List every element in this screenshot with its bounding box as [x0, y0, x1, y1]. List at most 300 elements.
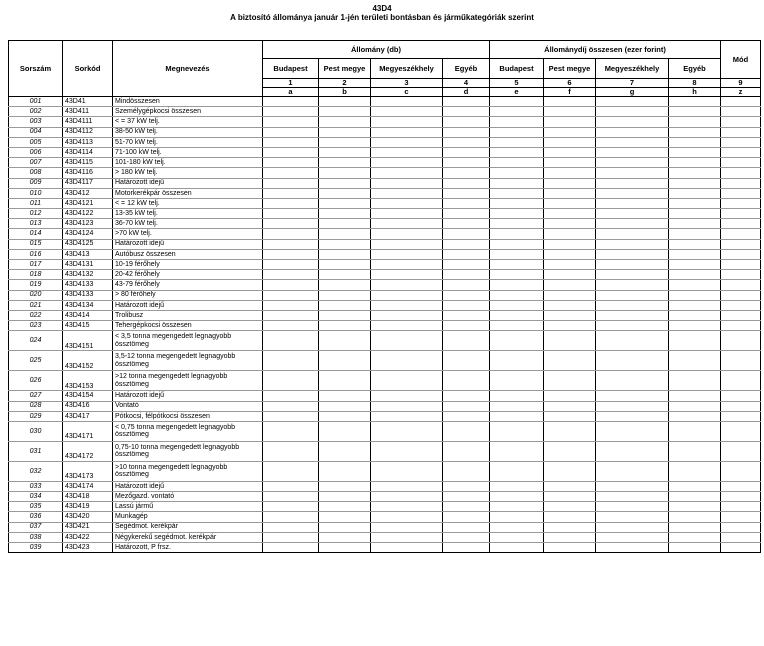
value-cell[interactable] [544, 331, 596, 351]
value-cell[interactable] [443, 441, 490, 461]
value-cell[interactable] [263, 188, 319, 198]
value-cell[interactable] [319, 137, 371, 147]
value-cell[interactable] [319, 198, 371, 208]
value-cell[interactable] [371, 310, 443, 320]
value-cell[interactable] [721, 178, 761, 188]
value-cell[interactable] [371, 280, 443, 290]
value-cell[interactable] [319, 107, 371, 117]
value-cell[interactable] [319, 532, 371, 542]
value-cell[interactable] [669, 331, 721, 351]
value-cell[interactable] [721, 260, 761, 270]
value-cell[interactable] [443, 543, 490, 553]
value-cell[interactable] [319, 461, 371, 481]
value-cell[interactable] [443, 522, 490, 532]
value-cell[interactable] [669, 371, 721, 391]
value-cell[interactable] [721, 411, 761, 421]
value-cell[interactable] [544, 502, 596, 512]
value-cell[interactable] [669, 97, 721, 107]
value-cell[interactable] [490, 300, 544, 310]
value-cell[interactable] [596, 249, 669, 259]
value-cell[interactable] [371, 158, 443, 168]
value-cell[interactable] [596, 178, 669, 188]
value-cell[interactable] [669, 137, 721, 147]
value-cell[interactable] [371, 260, 443, 270]
value-cell[interactable] [490, 512, 544, 522]
value-cell[interactable] [544, 280, 596, 290]
value-cell[interactable] [544, 178, 596, 188]
value-cell[interactable] [544, 351, 596, 371]
value-cell[interactable] [669, 512, 721, 522]
value-cell[interactable] [544, 371, 596, 391]
value-cell[interactable] [263, 351, 319, 371]
value-cell[interactable] [544, 270, 596, 280]
value-cell[interactable] [490, 188, 544, 198]
value-cell[interactable] [263, 461, 319, 481]
value-cell[interactable] [669, 481, 721, 491]
value-cell[interactable] [596, 441, 669, 461]
value-cell[interactable] [319, 401, 371, 411]
value-cell[interactable] [669, 107, 721, 117]
value-cell[interactable] [490, 502, 544, 512]
value-cell[interactable] [263, 249, 319, 259]
value-cell[interactable] [544, 391, 596, 401]
value-cell[interactable] [319, 421, 371, 441]
value-cell[interactable] [319, 290, 371, 300]
value-cell[interactable] [371, 188, 443, 198]
value-cell[interactable] [319, 219, 371, 229]
value-cell[interactable] [596, 127, 669, 137]
value-cell[interactable] [263, 300, 319, 310]
value-cell[interactable] [490, 391, 544, 401]
value-cell[interactable] [443, 371, 490, 391]
value-cell[interactable] [371, 249, 443, 259]
value-cell[interactable] [596, 331, 669, 351]
value-cell[interactable] [490, 290, 544, 300]
value-cell[interactable] [490, 168, 544, 178]
value-cell[interactable] [263, 107, 319, 117]
value-cell[interactable] [544, 147, 596, 157]
value-cell[interactable] [544, 168, 596, 178]
value-cell[interactable] [596, 260, 669, 270]
value-cell[interactable] [319, 512, 371, 522]
value-cell[interactable] [443, 411, 490, 421]
value-cell[interactable] [490, 127, 544, 137]
value-cell[interactable] [371, 127, 443, 137]
value-cell[interactable] [371, 270, 443, 280]
value-cell[interactable] [721, 371, 761, 391]
value-cell[interactable] [544, 117, 596, 127]
value-cell[interactable] [371, 147, 443, 157]
value-cell[interactable] [371, 300, 443, 310]
value-cell[interactable] [443, 391, 490, 401]
value-cell[interactable] [596, 117, 669, 127]
value-cell[interactable] [669, 441, 721, 461]
value-cell[interactable] [669, 321, 721, 331]
value-cell[interactable] [263, 421, 319, 441]
value-cell[interactable] [490, 158, 544, 168]
value-cell[interactable] [443, 310, 490, 320]
value-cell[interactable] [490, 239, 544, 249]
value-cell[interactable] [544, 300, 596, 310]
value-cell[interactable] [263, 168, 319, 178]
value-cell[interactable] [443, 198, 490, 208]
value-cell[interactable] [319, 229, 371, 239]
value-cell[interactable] [596, 512, 669, 522]
value-cell[interactable] [721, 270, 761, 280]
value-cell[interactable] [490, 441, 544, 461]
value-cell[interactable] [669, 502, 721, 512]
value-cell[interactable] [596, 461, 669, 481]
value-cell[interactable] [669, 411, 721, 421]
value-cell[interactable] [669, 188, 721, 198]
value-cell[interactable] [490, 198, 544, 208]
value-cell[interactable] [596, 97, 669, 107]
value-cell[interactable] [319, 411, 371, 421]
value-cell[interactable] [263, 260, 319, 270]
value-cell[interactable] [443, 209, 490, 219]
value-cell[interactable] [371, 107, 443, 117]
value-cell[interactable] [669, 178, 721, 188]
value-cell[interactable] [596, 270, 669, 280]
value-cell[interactable] [371, 411, 443, 421]
value-cell[interactable] [319, 522, 371, 532]
value-cell[interactable] [443, 512, 490, 522]
value-cell[interactable] [669, 543, 721, 553]
value-cell[interactable] [490, 178, 544, 188]
value-cell[interactable] [544, 481, 596, 491]
value-cell[interactable] [669, 209, 721, 219]
value-cell[interactable] [490, 209, 544, 219]
value-cell[interactable] [721, 543, 761, 553]
value-cell[interactable] [596, 502, 669, 512]
value-cell[interactable] [263, 290, 319, 300]
value-cell[interactable] [319, 300, 371, 310]
value-cell[interactable] [263, 97, 319, 107]
value-cell[interactable] [596, 198, 669, 208]
value-cell[interactable] [596, 532, 669, 542]
value-cell[interactable] [263, 492, 319, 502]
value-cell[interactable] [596, 219, 669, 229]
value-cell[interactable] [319, 280, 371, 290]
value-cell[interactable] [596, 421, 669, 441]
value-cell[interactable] [490, 280, 544, 290]
value-cell[interactable] [490, 117, 544, 127]
value-cell[interactable] [443, 351, 490, 371]
value-cell[interactable] [544, 239, 596, 249]
value-cell[interactable] [443, 270, 490, 280]
value-cell[interactable] [371, 371, 443, 391]
value-cell[interactable] [319, 321, 371, 331]
value-cell[interactable] [319, 371, 371, 391]
value-cell[interactable] [263, 512, 319, 522]
value-cell[interactable] [490, 270, 544, 280]
value-cell[interactable] [319, 331, 371, 351]
value-cell[interactable] [263, 441, 319, 461]
value-cell[interactable] [490, 310, 544, 320]
value-cell[interactable] [263, 391, 319, 401]
value-cell[interactable] [721, 280, 761, 290]
value-cell[interactable] [721, 321, 761, 331]
value-cell[interactable] [371, 239, 443, 249]
value-cell[interactable] [721, 209, 761, 219]
value-cell[interactable] [443, 492, 490, 502]
value-cell[interactable] [263, 147, 319, 157]
value-cell[interactable] [596, 209, 669, 219]
value-cell[interactable] [721, 502, 761, 512]
value-cell[interactable] [443, 219, 490, 229]
value-cell[interactable] [371, 117, 443, 127]
value-cell[interactable] [371, 532, 443, 542]
value-cell[interactable] [544, 290, 596, 300]
value-cell[interactable] [721, 391, 761, 401]
value-cell[interactable] [263, 321, 319, 331]
value-cell[interactable] [721, 239, 761, 249]
value-cell[interactable] [669, 351, 721, 371]
value-cell[interactable] [490, 371, 544, 391]
value-cell[interactable] [669, 158, 721, 168]
value-cell[interactable] [721, 522, 761, 532]
value-cell[interactable] [544, 107, 596, 117]
value-cell[interactable] [721, 310, 761, 320]
value-cell[interactable] [443, 280, 490, 290]
value-cell[interactable] [443, 300, 490, 310]
value-cell[interactable] [263, 117, 319, 127]
value-cell[interactable] [371, 229, 443, 239]
value-cell[interactable] [263, 481, 319, 491]
value-cell[interactable] [263, 522, 319, 532]
value-cell[interactable] [263, 178, 319, 188]
value-cell[interactable] [319, 188, 371, 198]
value-cell[interactable] [544, 522, 596, 532]
value-cell[interactable] [721, 168, 761, 178]
value-cell[interactable] [544, 219, 596, 229]
value-cell[interactable] [669, 461, 721, 481]
value-cell[interactable] [669, 492, 721, 502]
value-cell[interactable] [319, 502, 371, 512]
value-cell[interactable] [596, 401, 669, 411]
value-cell[interactable] [371, 321, 443, 331]
value-cell[interactable] [319, 209, 371, 219]
value-cell[interactable] [721, 492, 761, 502]
value-cell[interactable] [443, 502, 490, 512]
value-cell[interactable] [263, 219, 319, 229]
value-cell[interactable] [544, 411, 596, 421]
value-cell[interactable] [596, 280, 669, 290]
value-cell[interactable] [544, 260, 596, 270]
value-cell[interactable] [371, 522, 443, 532]
value-cell[interactable] [263, 137, 319, 147]
value-cell[interactable] [596, 168, 669, 178]
value-cell[interactable] [490, 147, 544, 157]
value-cell[interactable] [544, 512, 596, 522]
value-cell[interactable] [319, 168, 371, 178]
value-cell[interactable] [319, 310, 371, 320]
value-cell[interactable] [721, 351, 761, 371]
value-cell[interactable] [263, 411, 319, 421]
value-cell[interactable] [544, 441, 596, 461]
value-cell[interactable] [371, 137, 443, 147]
value-cell[interactable] [443, 421, 490, 441]
value-cell[interactable] [371, 290, 443, 300]
value-cell[interactable] [443, 188, 490, 198]
value-cell[interactable] [721, 401, 761, 411]
value-cell[interactable] [263, 371, 319, 391]
value-cell[interactable] [544, 97, 596, 107]
value-cell[interactable] [490, 219, 544, 229]
value-cell[interactable] [669, 290, 721, 300]
value-cell[interactable] [443, 532, 490, 542]
value-cell[interactable] [490, 331, 544, 351]
value-cell[interactable] [669, 532, 721, 542]
value-cell[interactable] [371, 461, 443, 481]
value-cell[interactable] [371, 401, 443, 411]
value-cell[interactable] [669, 421, 721, 441]
value-cell[interactable] [319, 260, 371, 270]
value-cell[interactable] [669, 239, 721, 249]
value-cell[interactable] [371, 421, 443, 441]
value-cell[interactable] [443, 127, 490, 137]
value-cell[interactable] [721, 127, 761, 137]
value-cell[interactable] [721, 249, 761, 259]
value-cell[interactable] [721, 97, 761, 107]
value-cell[interactable] [669, 147, 721, 157]
value-cell[interactable] [371, 168, 443, 178]
value-cell[interactable] [319, 441, 371, 461]
value-cell[interactable] [669, 401, 721, 411]
value-cell[interactable] [721, 421, 761, 441]
value-cell[interactable] [263, 229, 319, 239]
value-cell[interactable] [443, 239, 490, 249]
value-cell[interactable] [263, 331, 319, 351]
value-cell[interactable] [490, 421, 544, 441]
value-cell[interactable] [669, 270, 721, 280]
value-cell[interactable] [669, 249, 721, 259]
value-cell[interactable] [490, 522, 544, 532]
value-cell[interactable] [443, 260, 490, 270]
value-cell[interactable] [721, 290, 761, 300]
value-cell[interactable] [319, 158, 371, 168]
value-cell[interactable] [721, 137, 761, 147]
value-cell[interactable] [721, 198, 761, 208]
value-cell[interactable] [443, 249, 490, 259]
value-cell[interactable] [669, 219, 721, 229]
value-cell[interactable] [669, 391, 721, 401]
value-cell[interactable] [721, 300, 761, 310]
value-cell[interactable] [669, 310, 721, 320]
value-cell[interactable] [490, 461, 544, 481]
value-cell[interactable] [544, 461, 596, 481]
value-cell[interactable] [443, 229, 490, 239]
value-cell[interactable] [319, 178, 371, 188]
value-cell[interactable] [443, 147, 490, 157]
value-cell[interactable] [490, 401, 544, 411]
value-cell[interactable] [319, 117, 371, 127]
value-cell[interactable] [371, 502, 443, 512]
value-cell[interactable] [544, 543, 596, 553]
value-cell[interactable] [721, 532, 761, 542]
value-cell[interactable] [371, 512, 443, 522]
value-cell[interactable] [596, 137, 669, 147]
value-cell[interactable] [544, 198, 596, 208]
value-cell[interactable] [263, 280, 319, 290]
value-cell[interactable] [319, 249, 371, 259]
value-cell[interactable] [721, 117, 761, 127]
value-cell[interactable] [443, 401, 490, 411]
value-cell[interactable] [596, 147, 669, 157]
value-cell[interactable] [371, 441, 443, 461]
value-cell[interactable] [490, 260, 544, 270]
value-cell[interactable] [319, 127, 371, 137]
value-cell[interactable] [544, 188, 596, 198]
value-cell[interactable] [669, 229, 721, 239]
value-cell[interactable] [721, 107, 761, 117]
value-cell[interactable] [596, 188, 669, 198]
value-cell[interactable] [596, 522, 669, 532]
value-cell[interactable] [596, 321, 669, 331]
value-cell[interactable] [371, 391, 443, 401]
value-cell[interactable] [371, 219, 443, 229]
value-cell[interactable] [596, 492, 669, 502]
value-cell[interactable] [721, 229, 761, 239]
value-cell[interactable] [490, 249, 544, 259]
value-cell[interactable] [596, 107, 669, 117]
value-cell[interactable] [721, 331, 761, 351]
value-cell[interactable] [544, 532, 596, 542]
value-cell[interactable] [319, 147, 371, 157]
value-cell[interactable] [544, 137, 596, 147]
value-cell[interactable] [319, 391, 371, 401]
value-cell[interactable] [544, 249, 596, 259]
value-cell[interactable] [721, 512, 761, 522]
value-cell[interactable] [669, 168, 721, 178]
value-cell[interactable] [443, 461, 490, 481]
value-cell[interactable] [721, 441, 761, 461]
value-cell[interactable] [490, 532, 544, 542]
value-cell[interactable] [544, 492, 596, 502]
value-cell[interactable] [669, 300, 721, 310]
value-cell[interactable] [721, 147, 761, 157]
value-cell[interactable] [319, 239, 371, 249]
value-cell[interactable] [544, 421, 596, 441]
value-cell[interactable] [721, 481, 761, 491]
value-cell[interactable] [443, 158, 490, 168]
value-cell[interactable] [443, 97, 490, 107]
value-cell[interactable] [443, 321, 490, 331]
value-cell[interactable] [490, 492, 544, 502]
value-cell[interactable] [319, 270, 371, 280]
value-cell[interactable] [544, 209, 596, 219]
value-cell[interactable] [596, 351, 669, 371]
value-cell[interactable] [596, 391, 669, 401]
value-cell[interactable] [371, 543, 443, 553]
value-cell[interactable] [371, 178, 443, 188]
value-cell[interactable] [263, 239, 319, 249]
value-cell[interactable] [596, 158, 669, 168]
value-cell[interactable] [490, 411, 544, 421]
value-cell[interactable] [443, 481, 490, 491]
value-cell[interactable] [721, 188, 761, 198]
value-cell[interactable] [443, 168, 490, 178]
value-cell[interactable] [544, 158, 596, 168]
value-cell[interactable] [721, 461, 761, 481]
value-cell[interactable] [263, 209, 319, 219]
value-cell[interactable] [263, 127, 319, 137]
value-cell[interactable] [669, 117, 721, 127]
value-cell[interactable] [319, 97, 371, 107]
value-cell[interactable] [319, 492, 371, 502]
value-cell[interactable] [596, 310, 669, 320]
value-cell[interactable] [263, 532, 319, 542]
